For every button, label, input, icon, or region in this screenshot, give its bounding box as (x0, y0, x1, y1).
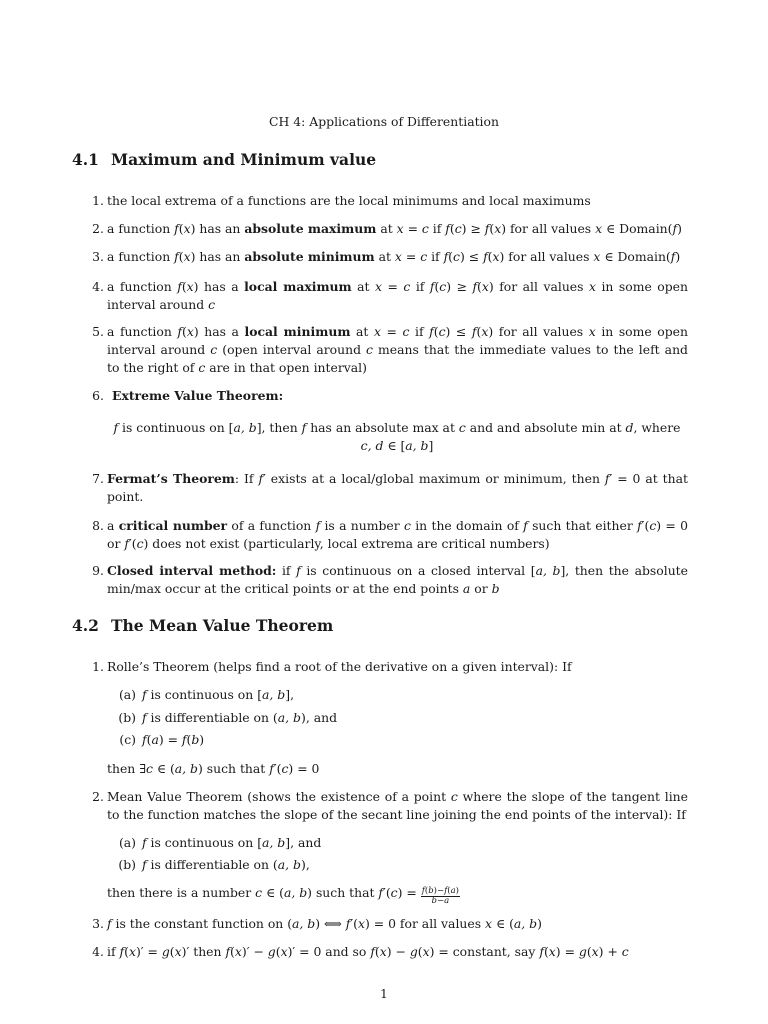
sub-item (108, 686, 688, 704)
sub-item-text: f is differentiable on (a, b), (142, 857, 310, 872)
sub-item (108, 834, 688, 852)
sub-item-text: f is differentiable on (a, b), and (142, 710, 337, 725)
list-item-text: a function f(x) has a local maximum at x = c if f(c) ≥ f(x) for all values x in some open interval around c (107, 279, 688, 312)
section-heading-4-2 (72, 616, 333, 635)
page-header: CH 4: Applications of Differentiation (269, 114, 499, 129)
list-item-text: f is the constant function on (a, b) ⟺ f′(x) = 0 for all values x ∈ (a, b) (107, 916, 542, 931)
sub-item-text: f is continuous on [a, b], and (142, 835, 322, 850)
section-number: 4.2 (72, 616, 99, 635)
sub-item-label: (b) (118, 710, 136, 725)
list-number: 2. (92, 789, 104, 804)
list-item-text: Fermat’s Theorem: If f′ exists at a local/global maximum or minimum, then f′ = 0 at that point. (107, 471, 688, 504)
list-item (80, 248, 688, 266)
list-number: 6. (92, 388, 104, 403)
section-heading-4-1 (72, 150, 376, 169)
list-number: 3. (92, 916, 104, 931)
list-item (80, 192, 688, 210)
list-number: 2. (92, 221, 104, 236)
theorem-statement: f is continuous on [a, b], then f has an absolute max at c and and absolute min at d, where c, d ∈ [a, b] (113, 420, 681, 453)
list-item-text: Rolle’s Theorem (helps find a root of the derivative on a given interval): If (107, 659, 572, 674)
list-item-text: the local extrema of a functions are the local minimums and local maximums (107, 193, 591, 208)
list-item-text: a function f(x) has a local minimum at x = c if f(c) ≤ f(x) for all values x in some open interval around c (open interval around c means that the immediate values to the left and to the right of c are in that open interval) (107, 324, 689, 375)
list-number: 7. (92, 471, 104, 486)
list-number: 1. (92, 659, 104, 674)
sub-item (108, 709, 688, 727)
sub-item-text: f(a) = f(b) (142, 732, 205, 747)
list-number: 9. (92, 563, 104, 578)
list-item (80, 323, 688, 377)
list-item-text: Mean Value Theorem (shows the existence of a point c where the slope of the tangent line to the function matches the slope of the secant line joining the end points of the interval): If (107, 789, 688, 822)
list-number: 5. (92, 324, 104, 339)
page-number: 1 (380, 987, 388, 1001)
list-item (80, 915, 688, 933)
list-item-text: Extreme Value Theorem: (112, 388, 284, 403)
list-item (80, 562, 688, 598)
list-item (80, 220, 688, 238)
sub-item-text: f is continuous on [a, b], (142, 687, 295, 702)
list-item-text: a critical number of a function f is a number c in the domain of f such that either f′(c) = 0 or f′(c) does not exist (particularly, local extrema are critical numbers) (107, 518, 688, 551)
sub-item-label: (b) (118, 857, 136, 872)
sub-item-label: (c) (119, 732, 136, 747)
list-item-text: a function f(x) has an absolute maximum at x = c if f(c) ≥ f(x) for all values x ∈ Domain(f) (107, 221, 682, 236)
list-number: 4. (92, 279, 104, 294)
list-item (80, 517, 688, 553)
list-number: 8. (92, 518, 104, 533)
list-item (80, 278, 688, 314)
conclusion-text: then there is a number c ∈ (a, b) such that f′(c) = $\frac{f(b)-f(a)}{b-a}$ (107, 885, 459, 906)
sub-item-label: (a) (118, 687, 136, 702)
list-item-text: Closed interval method: if f is continuous on a closed interval [a, b], then the absolute min/max occur at the critical points or at the end points a or b (107, 563, 688, 596)
sub-item (108, 731, 688, 749)
list-item (80, 387, 688, 405)
list-item-text: if f(x)′ = g(x)′ then f(x)′ − g(x)′ = 0 and so f(x) − g(x) = constant, say f(x) = g(x) + c (107, 944, 629, 959)
list-number: 3. (92, 249, 104, 264)
section-title: The Mean Value Theorem (111, 616, 334, 635)
list-item-text: a function f(x) has an absolute minimum at x = c if f(c) ≤ f(x) for all values x ∈ Domain(f) (107, 249, 681, 264)
section-number: 4.1 (72, 150, 99, 169)
list-item (80, 788, 688, 824)
sub-item (108, 856, 688, 874)
list-item (80, 943, 688, 961)
list-number: 4. (92, 944, 104, 959)
list-item (80, 470, 688, 506)
conclusion-text: then ∃c ∈ (a, b) such that f′(c) = 0 (107, 761, 320, 776)
list-number: 1. (92, 193, 104, 208)
list-item (80, 658, 688, 676)
sub-item-label: (a) (118, 835, 136, 850)
section-title: Maximum and Minimum value (111, 150, 377, 169)
